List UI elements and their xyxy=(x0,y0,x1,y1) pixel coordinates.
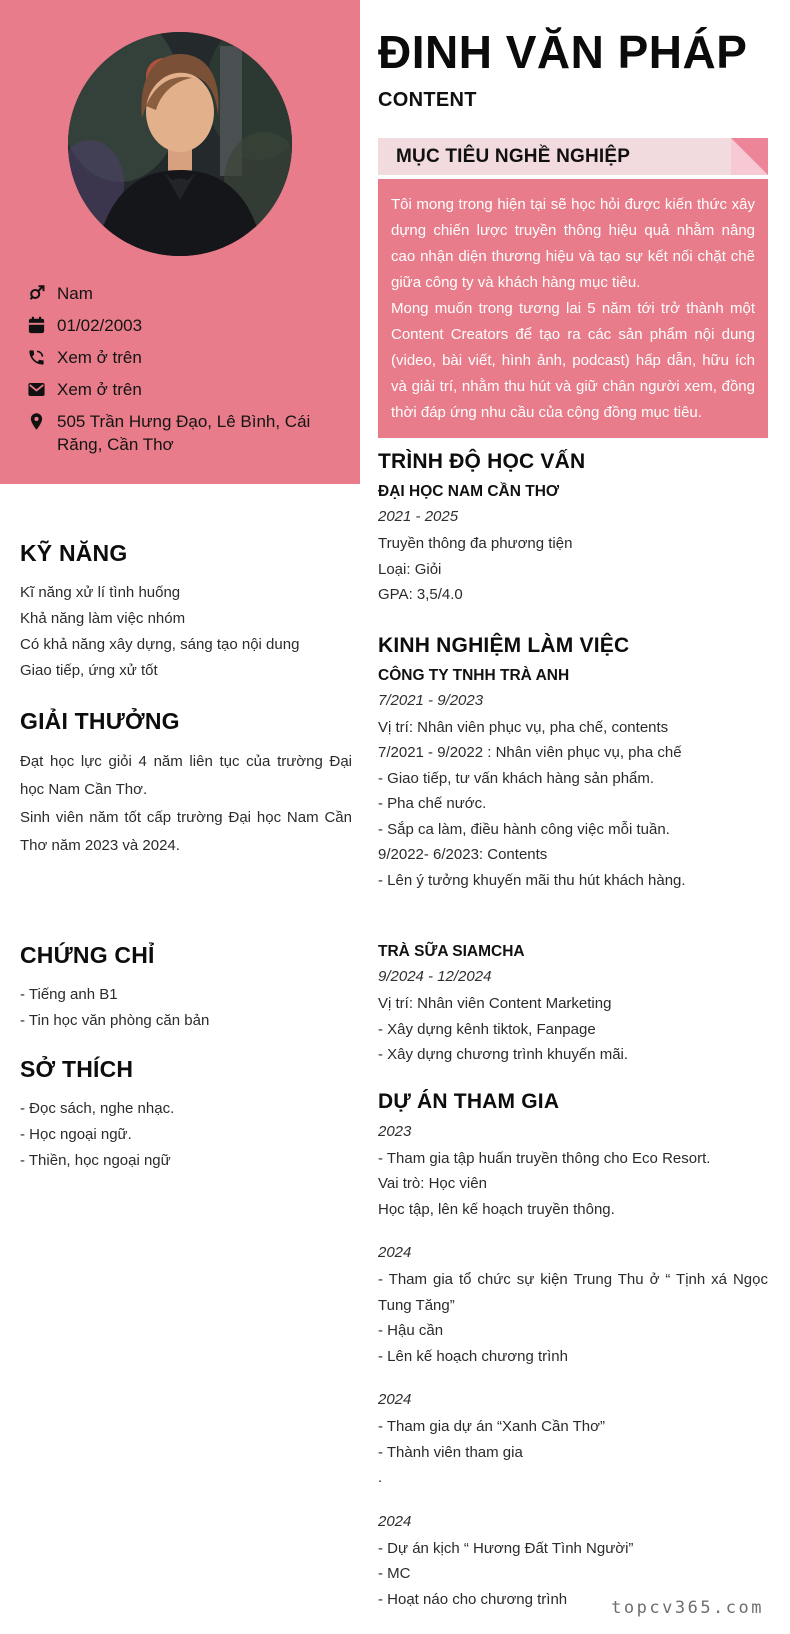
entry-line: - Hậu cần xyxy=(378,1322,444,1339)
mail-icon xyxy=(27,380,46,399)
location-icon xyxy=(27,412,46,431)
entry-line: - Giao tiếp, tư vấn khách hàng sản phẩm. xyxy=(378,769,655,787)
entry-date: 2023 xyxy=(378,1122,412,1140)
main-section xyxy=(378,634,768,1068)
entry-line: - Tham gia tổ chức sự kiện Trung Thu ở “ Tịnh xá Ngọc Tung Tăng” xyxy=(378,1271,768,1314)
main-section xyxy=(378,450,768,608)
main-sections xyxy=(378,450,768,1612)
section-entry xyxy=(378,1123,768,1223)
entry-date: 9/2024 - 12/2024 xyxy=(378,968,492,985)
objective-text-block xyxy=(378,179,768,438)
entry-line: - Hoạt náo cho chương trình xyxy=(378,1590,568,1608)
contact-info-item xyxy=(27,314,337,337)
entry-line: Vị trí: Nhân viên phục vụ, pha chế, contents xyxy=(378,718,669,736)
entry-line: - Xây dựng chương trình khuyến mãi. xyxy=(378,1046,629,1063)
gender-icon xyxy=(27,284,46,303)
entry-date: 2024 xyxy=(378,1512,412,1530)
sidebar-section-line: Kĩ năng xử lí tình huống xyxy=(20,584,181,601)
main-column xyxy=(378,0,768,1612)
watermark: topcv365.com xyxy=(611,1598,764,1618)
entry-line: - Tham gia dự án “Xanh Cần Thơ” xyxy=(378,1418,605,1435)
entry-line: Truyền thông đa phương tiện xyxy=(378,535,573,552)
entry-heading: TRÀ SỮA SIAMCHA xyxy=(378,943,525,960)
sidebar-section-title: GIẢI THƯỞNG xyxy=(20,708,180,734)
section-entry xyxy=(378,483,768,608)
entry-line: GPA: 3,5/4.0 xyxy=(378,586,463,603)
entry-date: 2024 xyxy=(378,1391,412,1408)
objective-section-title: MỤC TIÊU NGHỀ NGHIỆP xyxy=(396,145,631,167)
sidebar-section xyxy=(20,942,352,1034)
main-section xyxy=(378,1090,768,1613)
sidebar-section-line: Có khả năng xây dựng, sáng tạo nội dung xyxy=(20,636,300,653)
entry-line: 7/2021 - 9/2022 : Nhân viên phục vụ, pha chế xyxy=(378,744,682,761)
main-section-title: DỰ ÁN THAM GIA xyxy=(378,1089,560,1113)
sidebar-section-title: KỸ NĂNG xyxy=(20,540,128,566)
sidebar-section-line: - Tin học văn phòng căn bản xyxy=(20,1012,210,1029)
entry-date: 2021 - 2025 xyxy=(378,508,459,525)
entry-line: - Lên kế hoạch chương trình xyxy=(378,1347,568,1365)
entry-line: Vị trí: Nhân viên Content Marketing xyxy=(378,995,612,1012)
sidebar-section-line: Sinh viên năm tốt cấp trường Đại học Nam Cần Thơ năm 2023 và 2024. xyxy=(20,809,352,854)
job-title: CONTENT xyxy=(378,89,477,111)
main-section-title: KINH NGHIỆM LÀM VIỆC xyxy=(378,633,630,657)
entry-date: 2024 xyxy=(378,1244,412,1261)
contact-info-text: 01/02/2003 xyxy=(57,316,143,335)
section-entry xyxy=(378,1244,768,1369)
entry-line: Vai trò: Học viên xyxy=(378,1175,487,1192)
entry-line: Loại: Giỏi xyxy=(378,560,442,578)
contact-info-list xyxy=(27,282,337,465)
entry-line: 9/2022- 6/2023: Contents xyxy=(378,846,548,863)
sidebar-section-title: SỞ THÍCH xyxy=(20,1056,134,1082)
folded-corner-decoration xyxy=(731,138,768,175)
calendar-icon xyxy=(27,316,46,335)
entry-line: - Thành viên tham gia xyxy=(378,1443,523,1461)
contact-info-item xyxy=(27,282,337,305)
contact-info-item xyxy=(27,378,337,401)
contact-info-text: Xem ở trên xyxy=(57,348,142,367)
entry-line: - Tham gia tập huấn truyền thông cho Eco Resort. xyxy=(378,1149,711,1167)
name-title: ĐINH VĂN PHÁP xyxy=(378,26,748,78)
section-entry xyxy=(378,1391,768,1491)
objective-paragraph: Mong muốn trong tương lai 5 năm tới trở thành một Content Creators để tạo ra các sản phẩm nội dung (video, bài viết, hình ảnh, podcast) hấp dẫn, hữu ích và giải trí, nhằm thu hút và giữ chân người xem, đồng thời đáp ứng nhu cầu của cộng đồng mục tiêu. xyxy=(391,300,755,421)
objective-paragraph: Tôi mong trong hiện tại sẽ học hỏi được kiến thức xây dựng chiến lược truyền thông hiệu quả nhằm nâng cao nhận diện thương hiệu và tạo sự kết nối chặt chẽ giữa công ty và khách hàng mục tiêu. xyxy=(391,196,755,291)
entry-line: - Sắp ca làm, điều hành công việc mỗi tuần. xyxy=(378,820,670,838)
entry-line: . xyxy=(378,1469,383,1486)
section-entry xyxy=(378,667,768,894)
profile-photo xyxy=(68,32,292,256)
sidebar-sections xyxy=(20,484,352,1174)
phone-icon xyxy=(27,348,46,367)
sidebar-section xyxy=(20,1056,352,1174)
entry-line: - MC xyxy=(378,1565,411,1582)
entry-heading: CÔNG TY TNHH TRÀ ANH xyxy=(378,666,570,684)
entry-line: - Dự án kịch “ Hương Đất Tình Người” xyxy=(378,1539,634,1557)
sidebar-section xyxy=(20,540,352,684)
profile-photo-image xyxy=(68,32,292,256)
main-section-title: TRÌNH ĐỘ HỌC VẤN xyxy=(378,450,586,473)
sidebar-section xyxy=(20,708,352,860)
entry-line: - Pha chế nước. xyxy=(378,795,487,812)
objective-section-header xyxy=(378,138,768,175)
sidebar-section-line: - Đọc sách, nghe nhạc. xyxy=(20,1100,175,1117)
sidebar-section-line: Đạt học lực giỏi 4 năm liên tục của trường Đại học Nam Cần Thơ. xyxy=(20,753,352,798)
sidebar-section-line: Khả năng làm việc nhóm xyxy=(20,610,186,627)
entry-line: - Xây dựng kênh tiktok, Fanpage xyxy=(378,1020,596,1038)
sidebar-section-title: CHỨNG CHỈ xyxy=(20,942,155,968)
section-entry xyxy=(378,943,768,1068)
sidebar-section-line: - Học ngoại ngữ. xyxy=(20,1126,132,1143)
contact-info-item xyxy=(27,410,337,456)
contact-info-item xyxy=(27,346,337,369)
sidebar-section-line: - Thiền, học ngoại ngữ xyxy=(20,1152,171,1169)
entry-date: 7/2021 - 9/2023 xyxy=(378,691,484,709)
sidebar xyxy=(0,0,360,484)
contact-info-text: Xem ở trên xyxy=(57,380,142,399)
sidebar-section-line: Giao tiếp, ứng xử tốt xyxy=(20,662,158,679)
sidebar-section-line: - Tiếng anh B1 xyxy=(20,986,118,1003)
contact-info-text: 505 Trần Hưng Đạo, Lê Bình, Cái Răng, Cần Thơ xyxy=(57,412,311,454)
entry-line: - Lên ý tưởng khuyến mãi thu hút khách hàng. xyxy=(378,871,686,889)
contact-info-text: Nam xyxy=(57,284,93,303)
entry-line: Học tập, lên kế hoạch truyền thông. xyxy=(378,1200,615,1218)
entry-heading: ĐẠI HỌC NAM CẦN THƠ xyxy=(378,483,560,500)
